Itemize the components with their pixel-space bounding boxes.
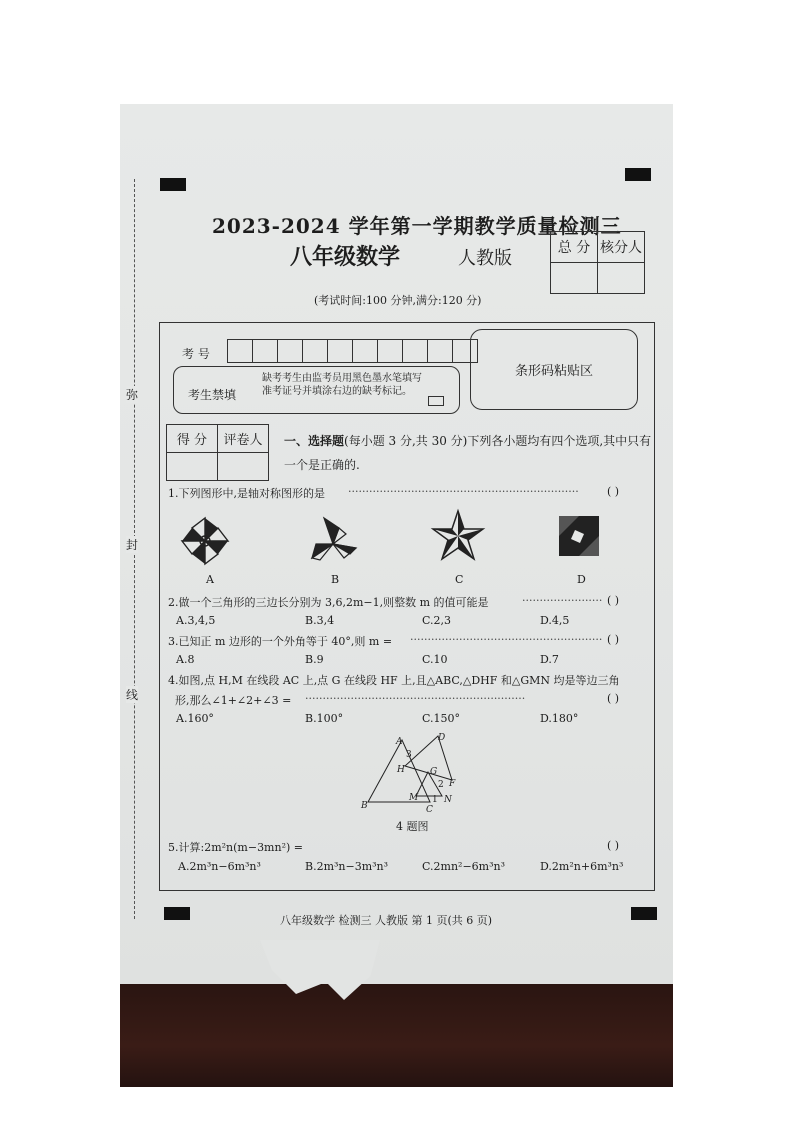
digit-box[interactable] [427,339,453,363]
absent-mark-box[interactable] [428,396,444,406]
forbidden-text: 缺考考生由监考员用黑色墨水笔填写准考证号并填涂右边的缺考标记。 [262,373,422,397]
figure-d-square [558,515,600,557]
q5-option-d[interactable]: D.2m²n+6m³n³ [540,860,624,873]
digit-box[interactable] [252,339,278,363]
exam-number-boxes[interactable] [228,339,478,363]
q3-option-c[interactable]: C.10 [422,653,448,666]
digit-box[interactable] [377,339,403,363]
q4-option-a[interactable]: A.160° [176,712,214,725]
alignment-marker [164,907,190,920]
question-1: 1.下列图形中,是轴对称图形的是 [168,487,325,500]
side-label: 封 [126,538,139,552]
digit-box[interactable] [352,339,378,363]
alignment-marker [631,907,657,920]
alignment-marker [160,178,186,191]
barcode-label: 条形码粘贴区 [514,364,593,379]
digit-box[interactable] [227,339,253,363]
section-text: (每小题 3 分,共 30 分)下列各小题均有四个选项,其中只有一个是正确的. [284,434,652,472]
digit-box[interactable] [402,339,428,363]
label-3: 3 [406,750,412,760]
answer-paren[interactable]: ( ) [607,692,620,705]
question-3: 3.已知正 m 边形的一个外角等于 40°,则 m = [168,635,393,648]
triangle-figure [360,732,470,814]
score-label: 得 分 [167,425,218,453]
checker-cell[interactable] [598,263,645,294]
total-score-cell[interactable] [551,263,598,294]
score-cell[interactable] [167,453,218,481]
q2-option-d[interactable]: D.4,5 [540,614,570,627]
table-surface [120,984,673,1087]
grade-table [166,424,269,481]
q1-option-b[interactable]: B [331,573,340,586]
alignment-marker [625,168,651,181]
photo-frame [120,104,673,1087]
section-heading: 一、选择题 [284,434,345,448]
answer-paren[interactable]: ( ) [607,485,620,498]
question-2: 2.做一个三角形的三边长分别为 3,6,2m−1,则整数 m 的值可能是 [168,596,489,609]
figure-a-pinwheel [178,514,232,568]
barcode-area [470,329,638,410]
digit-box[interactable] [302,339,328,363]
figure-c-star [430,508,486,564]
side-label: 线 [126,688,139,702]
q5-option-c[interactable]: C.2mn²−6m³n³ [422,860,505,873]
figure-caption: 4 题图 [396,820,429,833]
q2-option-a[interactable]: A.3,4,5 [176,614,216,627]
leader-dots: ·································································· [348,485,579,498]
label-h: H [397,765,405,775]
label-d: D [438,733,446,743]
subject-title: 八年级数学 [290,244,401,270]
label-a: A [396,737,403,747]
exam-title: 2023-2024 学年第一学期教学质量检测三 [212,214,622,238]
digit-box[interactable] [277,339,303,363]
section-instruction [284,429,654,477]
q4-option-b[interactable]: B.100° [305,712,344,725]
leader-dots: ······················· [522,594,603,607]
edition-label: 人教版 [458,248,512,269]
label-2: 2 [438,780,444,790]
q1-option-d[interactable]: D [577,573,586,586]
question-5: 5.计算:2m²n(m−3mn²) = [168,841,303,854]
q1-option-a[interactable]: A [206,573,214,586]
label-1: 1 [432,795,438,805]
q4-option-c[interactable]: C.150° [422,712,461,725]
question-4: 4.如图,点 H,M 在线段 AC 上,点 G 在线段 HF 上,且△ABC,△DHF 和△GMN 均是等边三角 [168,674,620,687]
label-b: B [361,801,368,811]
exam-paper [120,104,673,984]
page-footer: 八年级数学 检测三 人教版 第 1 页(共 6 页) [280,914,493,927]
label-c: C [426,805,433,814]
label-m: M [409,793,419,803]
leader-dots: ······················································· [410,633,603,646]
answer-paren[interactable]: ( ) [607,633,620,646]
grader-label: 评卷人 [218,425,269,453]
label-g: G [430,767,438,777]
answer-paren[interactable]: ( ) [607,839,620,852]
q3-option-d[interactable]: D.7 [540,653,559,666]
question-4-cont: 形,那么∠1+∠2+∠3 = [175,694,292,707]
total-score-label: 总 分 [551,232,598,263]
leader-dots: ······························································· [305,692,526,705]
digit-box[interactable] [327,339,353,363]
q1-option-c[interactable]: C [455,573,464,586]
q5-option-b[interactable]: B.2m³n−3m³n³ [305,860,389,873]
exam-info: (考试时间:100 分钟,满分:120 分) [314,294,482,307]
label-n: N [444,795,452,805]
grader-cell[interactable] [218,453,269,481]
q3-option-a[interactable]: A.8 [176,653,195,666]
answer-paren[interactable]: ( ) [607,594,620,607]
label-f: F [449,779,456,789]
q5-option-a[interactable]: A.2m³n−6m³n³ [178,860,261,873]
q3-option-b[interactable]: B.9 [305,653,324,666]
exam-number-label: 考 号 [182,347,210,361]
q2-option-c[interactable]: C.2,3 [422,614,452,627]
checker-label: 核分人 [598,232,645,263]
q4-option-d[interactable]: D.180° [540,712,579,725]
side-label: 弥 [126,388,139,402]
figure-b-triangles [306,514,360,568]
forbidden-label: 考生禁填 [188,388,237,402]
q2-option-b[interactable]: B.3,4 [305,614,335,627]
score-table [550,231,645,294]
